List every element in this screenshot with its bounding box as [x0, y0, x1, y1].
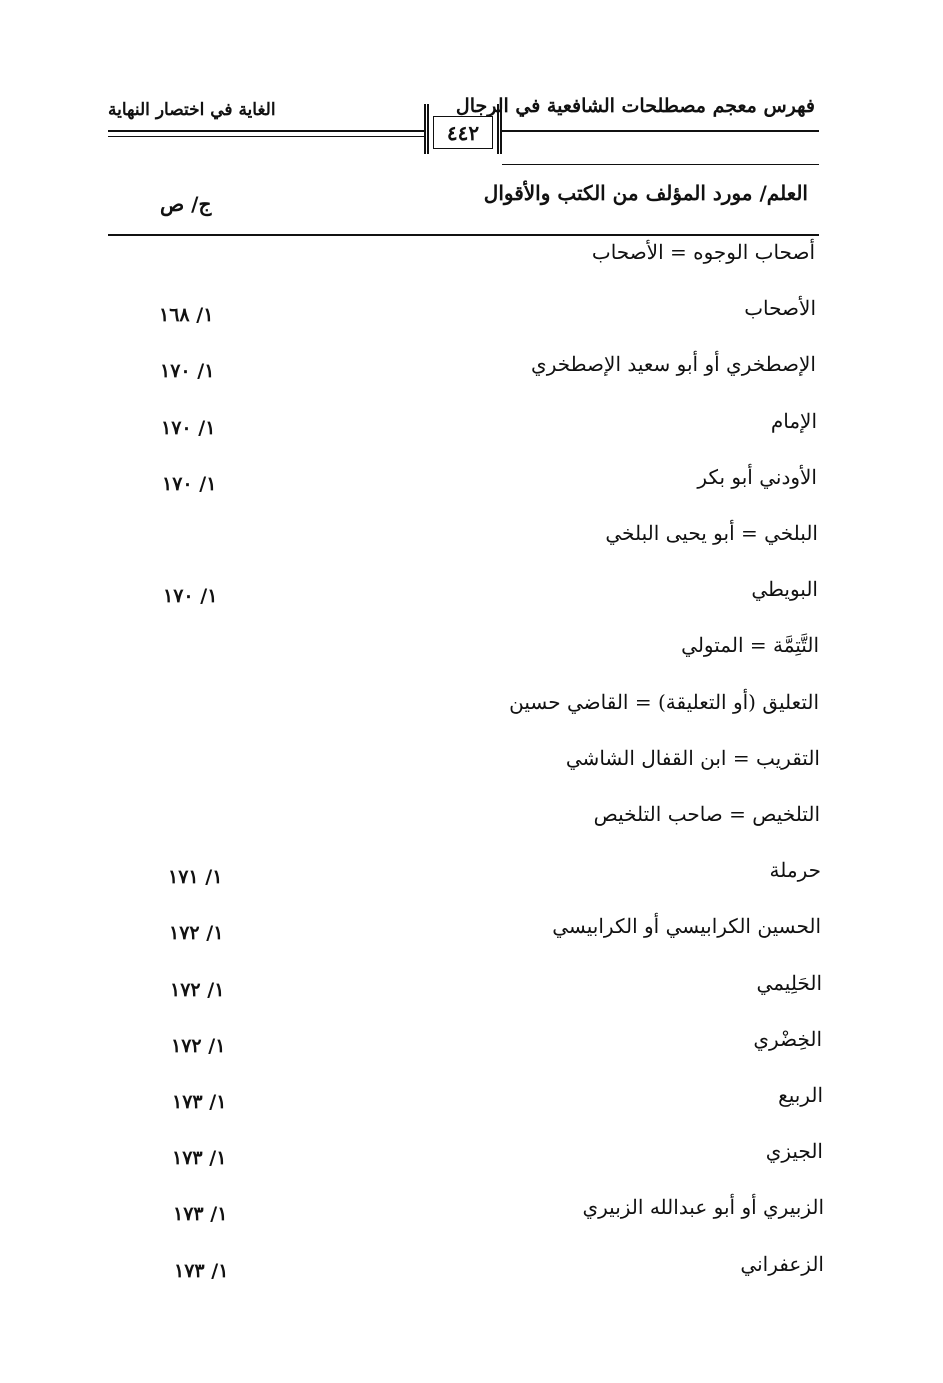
column-header-top-rule: [502, 164, 819, 165]
header-rule-right: [502, 130, 819, 132]
index-entry-reference: ١/ ١٧٠: [162, 473, 217, 495]
index-entry-name: أصحاب الوجوه = الأصحاب: [591, 240, 815, 264]
header-rule-left: [108, 130, 424, 132]
index-entry-name: التلخيص = صاحب التلخيص: [593, 802, 820, 826]
index-entry-reference: ١/ ١٧٣: [174, 1260, 229, 1282]
running-header-book-title: الغاية في اختصار النهاية: [108, 100, 276, 120]
index-entry-reference: ١/ ١٧٢: [169, 922, 224, 944]
index-entry-reference: ١/ ١٧٠: [161, 417, 216, 439]
index-entry-name: الزعفراني: [740, 1252, 824, 1276]
index-entry-reference: ١/ ١٧٠: [163, 585, 218, 607]
page-number-box: [424, 104, 502, 154]
index-entry-name: البويطي: [751, 577, 818, 601]
index-entry-reference: ١/ ١٦٨: [159, 304, 214, 326]
index-entry-name: البلخي = أبو يحيى البلخي: [605, 521, 818, 545]
index-entry-name: الزبيري أو أبو عبدالله الزبيري: [582, 1195, 824, 1219]
page-number: ٤٤٢: [433, 116, 493, 149]
header-rule-left-secondary: [108, 136, 424, 137]
column-header-bottom-rule: [108, 234, 819, 236]
index-entry-name: التقريب = ابن القفال الشاشي: [565, 746, 820, 770]
index-entry-name: التَّتِمَّة = المتولي: [681, 633, 819, 657]
index-entry-name: الجيزي: [765, 1139, 823, 1163]
column-header-name: العلم/ مورد المؤلف من الكتب والأقوال: [483, 181, 808, 205]
index-entry-name: الإصطخري أو أبو سعيد الإصطخري: [531, 352, 816, 376]
index-entry-reference: ١/ ١٧٣: [172, 1147, 227, 1169]
index-entry-reference: ١/ ١٧٣: [173, 1203, 228, 1225]
index-entry-reference: ١/ ١٧٠: [160, 360, 215, 382]
index-entry-name: الأودني أبو بكر: [697, 465, 817, 489]
running-header-title: فهرس معجم مصطلحات الشافعية في الرجال: [455, 95, 815, 117]
index-entry-name: الخِضْري: [753, 1027, 822, 1051]
index-entry-name: الربيع: [778, 1083, 823, 1107]
index-entry-name: حرملة: [769, 858, 821, 882]
index-entry-reference: ١/ ١٧٢: [171, 1035, 226, 1057]
index-entry-reference: ١/ ١٧١: [168, 866, 223, 888]
index-entry-name: الحَلِيمي: [756, 971, 822, 995]
index-entry-name: الأصحاب: [744, 296, 816, 320]
index-entry-name: الإمام: [770, 409, 817, 433]
index-entry-name: التعليق (أو التعليقة) = القاضي حسين: [509, 690, 819, 714]
index-entry-name: الحسين الكرابيسي أو الكرابيسي: [552, 914, 821, 938]
index-entry-reference: ١/ ١٧٣: [172, 1091, 227, 1113]
column-header-reference: ج/ ص: [160, 192, 212, 216]
index-entry-reference: ١/ ١٧٢: [170, 979, 225, 1001]
